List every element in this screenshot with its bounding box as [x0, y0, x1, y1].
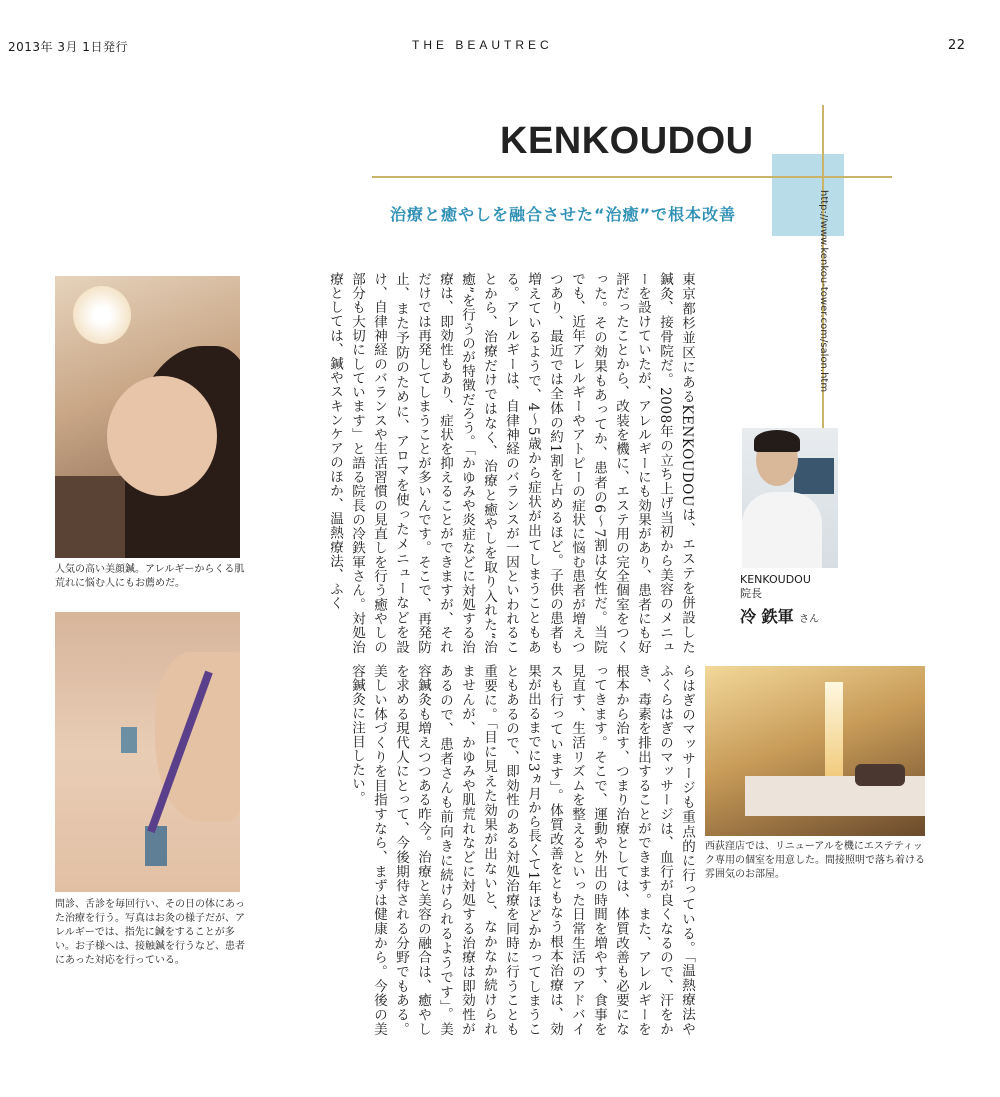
lamp-shape	[73, 286, 131, 344]
moxa-cup-large	[145, 826, 167, 866]
monitor-shape	[794, 458, 834, 494]
photo-facial-acupuncture	[55, 276, 240, 558]
issue-date: 2013年 3月 1日発行	[8, 40, 128, 54]
profile-role: 院長	[740, 587, 762, 600]
lamp-shape	[825, 682, 843, 782]
photo-director	[742, 428, 838, 568]
hair-shape	[754, 430, 800, 452]
photo-moxibustion	[55, 612, 240, 892]
title-accent-square	[772, 154, 844, 236]
coat-shape	[742, 492, 822, 568]
pillow-shape	[855, 764, 905, 786]
caption-moxibustion: 問診、舌診を毎回行い、その日の体にあった治療を行う。写真はお灸の様子だが、アレルギーでは、指先に鍼をすることが多い。お子様へは、接触鍼を行うなど、患者にあった対応を行っている。	[55, 899, 245, 966]
caption-room: 西荻窪店では、リニューアルを機にエステティック専用の個室を用意した。間接照明で落ち着ける雰囲気のお部屋。	[705, 841, 925, 880]
clinic-url[interactable]: http://www.kenkou-tower.com/salon.htm	[818, 190, 829, 393]
page-number: 22	[948, 38, 966, 53]
title-divider-horizontal	[372, 176, 892, 178]
moxa-cup-small	[121, 727, 137, 753]
profile-block	[740, 573, 811, 601]
article-body-top: 東京都杉並区にあるKENKOUDOUは、エステを併設した鍼灸、接骨院だ。2008年の立ち上げ当初から美容のメニューを設けていたが、アレルギーにも効果があり、患者にも好評だったことから、改装を機に、エステ用の完全個室をつくった。その効果もあってか、患者の6〜7割は女性だ。当院でも、近年アレルギーやアトピーの症状に悩む患者が増えつつあり、最近では全体の約1割を占めるほど。子供の患者も増えているようで、4〜5歳から症状が出てしまうこともある。アレルギーは、自律神経のバランスが一因といわれることから、治療だけではなく、治療と癒やしを取り入れた“治癒”を行うのが特徴だろう。「かゆみや炎症などに対処する治療は、即効性もあり、症状を抑えることができますが、それだけでは再発してしまうことが多いんです。そこで、再発防止、また予防のために、アロマを使ったメニューなどを設け、自律神経のバランスや生活習慣の見直しを行う癒やしの部分も大切にしています」と語る院長の冷鉄軍さん。対処治療としては、鍼やスキンケアのほか、温熱療法、ふく	[327, 272, 695, 654]
profile-honorific: さん	[799, 614, 820, 625]
photo-treatment-room	[705, 666, 925, 836]
article-subtitle: 治療と癒やしを融合させた“治癒”で根本改善	[390, 205, 737, 224]
face-shape	[107, 376, 217, 496]
article-title: KENKOUDOU	[500, 120, 754, 162]
profile-name-text: 冷 鉄軍	[740, 607, 794, 626]
profile-clinic: KENKOUDOU	[740, 573, 811, 586]
profile-name	[740, 604, 819, 627]
article-body-bottom: らはぎのマッサージも重点的に行っている。「温熱療法やふくらはぎのマッサージは、血行が良くなるので、汗をかき、毒素を排出することができます。また、アレルギーを根本から治す、つまり治療としては、体質改善も必要になってきます。そこで、運動や外出の時間を増やす、食事を見直す、生活リズムを整えるといった日常生活のアドバイスも行っています」。体質改善をともなう根本治療は、効果が出るまでに3ヵ月から長くて1年ほどかかってしまうこともあるので、即効性のある対処治療を同時に行うことも重要に。「目に見えた効果が出ないと、なかなか続けられませんが、かゆみや肌荒れなどに対処する治療は即効性があるので、患者さんも前向きに続けられるようです」。美容鍼灸も増えつつある昨今。治療と美容の融合は、癒やしを求める現代人にとって、今後期待される分野でもある。美しい体づくりを目指すなら、まずは健康から。今後の美容鍼灸に注目したい。	[349, 664, 695, 1036]
caption-facial: 人気の高い美顔鍼。アレルギーからくる肌荒れに悩む人にもお薦めだ。	[55, 564, 245, 589]
magazine-name: THE BEAUTREC	[412, 38, 553, 52]
